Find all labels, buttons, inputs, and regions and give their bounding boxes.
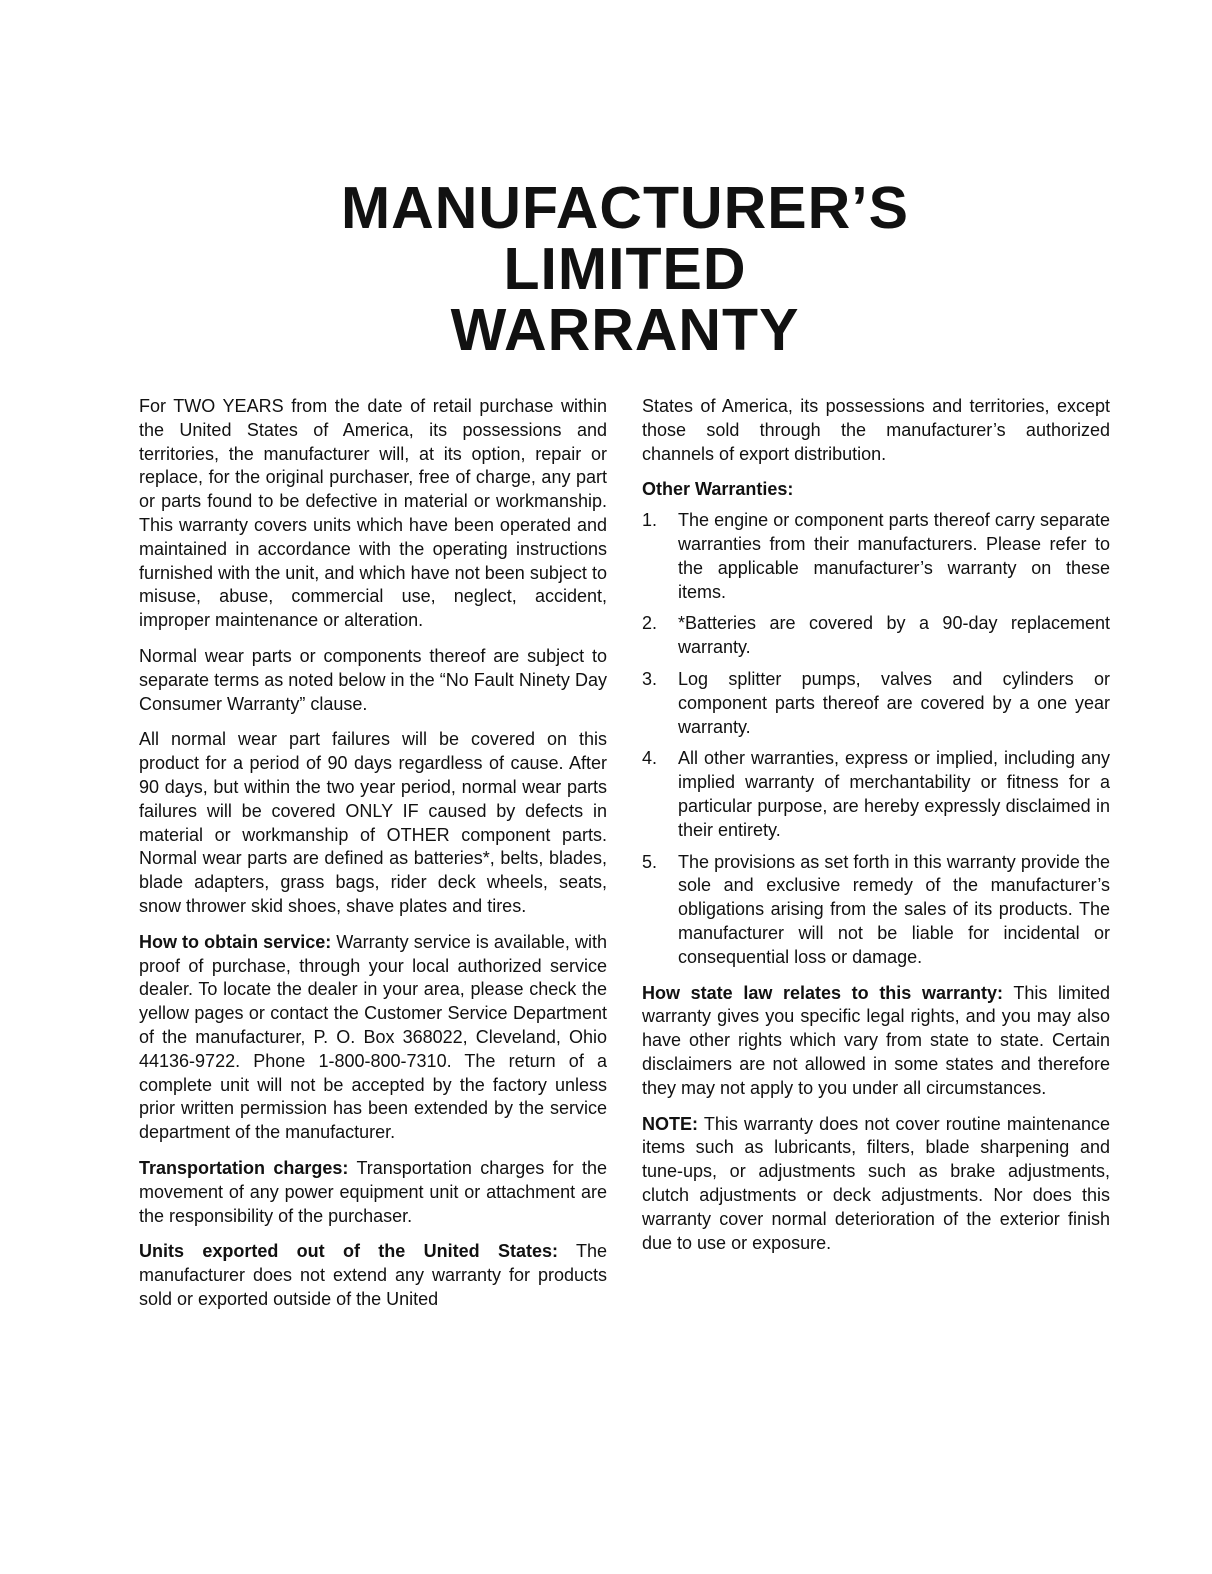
service-paragraph [139,931,607,1145]
export-continued-paragraph: States of America, its possessions and territories, except those sold through the manufacturer’s authorized channels of export distribution. [642,396,1110,464]
other-warranties-list [642,509,1110,969]
state-law-paragraph [642,982,1110,1101]
service-text: Warranty service is available, with proof of purchase, through your local authorized service dealer. To locate the dealer in your area, please check the yellow pages or contact the Customer Service Department of the manufacturer, P. O. Box 368022, Cleveland, Ohio 44136-9722. Phone 1-800-800-7310. The return of a complete unit will not be accepted by the factory unless prior written permission has been extended by the service department of the manufacturer. [139,931,607,1143]
note-heading: NOTE: [642,1113,698,1134]
list-item-text: *Batteries are covered by a 90-day replacement warranty. [678,613,1110,658]
export-text: The manufacturer does not extend any warranty for products sold or exported outside of the United [139,1241,607,1309]
title-line-1: MANUFACTURER’S [341,175,909,241]
list-item-text: All other warranties, express or implied, including any implied warranty of merchantability or fitness for a particular purpose, are hereby expressly disclaimed in their entirety. [678,748,1110,840]
normal-wear-paragraph: Normal wear parts or components thereof are subject to separate terms as noted below in the “No Fault Ninety Day Consumer Warranty” clause. [139,645,607,714]
list-number: 2. [642,613,658,634]
list-item [642,851,1110,970]
title-line-2: LIMITED [503,236,747,302]
export-paragraph [139,1240,607,1311]
list-item-text: Log splitter pumps, valves and cylinders or component parts thereof are covered by a one year warranty. [678,668,1110,737]
wear-coverage-paragraph: All normal wear part failures will be covered on this product for a period of 90 days regardless of cause. After 90 days, but within the two year period, normal wear parts failures will be covered ONLY IF caused by defects in material or workmanship of OTHER component parts. Normal wear parts are defined as batteries*, belts, blades, blade adapters, grass bags, rider deck wheels, seats, snow thrower skid shoes, shave plates and tires. [139,729,607,916]
left-column [139,395,607,1324]
transport-heading: Transportation charges: [139,1157,349,1178]
export-heading: Units exported out of the United States: [139,1241,558,1262]
list-number: 4. [642,748,658,769]
state-law-text: This limited warranty gives you specific legal rights, and you may also have other rights which vary from state to state. Certain disclaimers are not allowed in some states and therefore they may not apply to you under all circumstances. [642,982,1110,1098]
list-number: 3. [642,668,658,689]
page-title [0,175,1212,363]
list-item [642,747,1110,842]
warranty-intro-paragraph: For TWO YEARS from the date of retail purchase within the United States of America, its possessions and territories, the manufacturer will, at its option, repair or replace, for the original purchaser, free of charge, any part or parts found to be defective in material or workmanship. This warranty covers units which have been operated and maintained in accordance with the operating instructions furnished with the unit, and which have not been subject to misuse, abuse, commercial use, neglect, accident, improper maintenance or alteration. [139,396,607,631]
state-law-heading: How state law relates to this warranty: [642,982,1003,1003]
title-line-3: WARRANTY [450,297,800,363]
list-number: 1. [642,510,658,531]
list-item-text: The engine or component parts thereof carry separate warranties from their manufacturers. Please refer to the applicable manufacturer’s warranty on these items. [678,510,1110,602]
list-item [642,509,1110,604]
list-item [642,668,1110,739]
transport-text: Transportation charges for the movement of any power equipment unit or attachment are the responsibility of the purchaser. [139,1157,607,1226]
right-column [642,395,1110,1267]
list-item-text: The provisions as set forth in this warranty provide the sole and exclusive remedy of the manufacturer’s obligations arising from the sales of its products. The manufacturer will not be liable for incidental or consequential loss or damage. [678,851,1110,967]
service-heading: How to obtain service: [139,931,332,952]
note-paragraph [642,1113,1110,1256]
note-text: This warranty does not cover routine maintenance items such as lubricants, filters, blade sharpening and tune-ups, or adjustments such as brake adjustments, clutch adjustments or deck adjustments. Nor does this warranty cover normal deterioration of the exterior finish due to use or exposure. [642,1113,1110,1253]
list-item [642,612,1110,660]
transport-paragraph [139,1157,607,1228]
list-number: 5. [642,851,658,872]
other-warranties-heading: Other Warranties: [642,479,794,500]
